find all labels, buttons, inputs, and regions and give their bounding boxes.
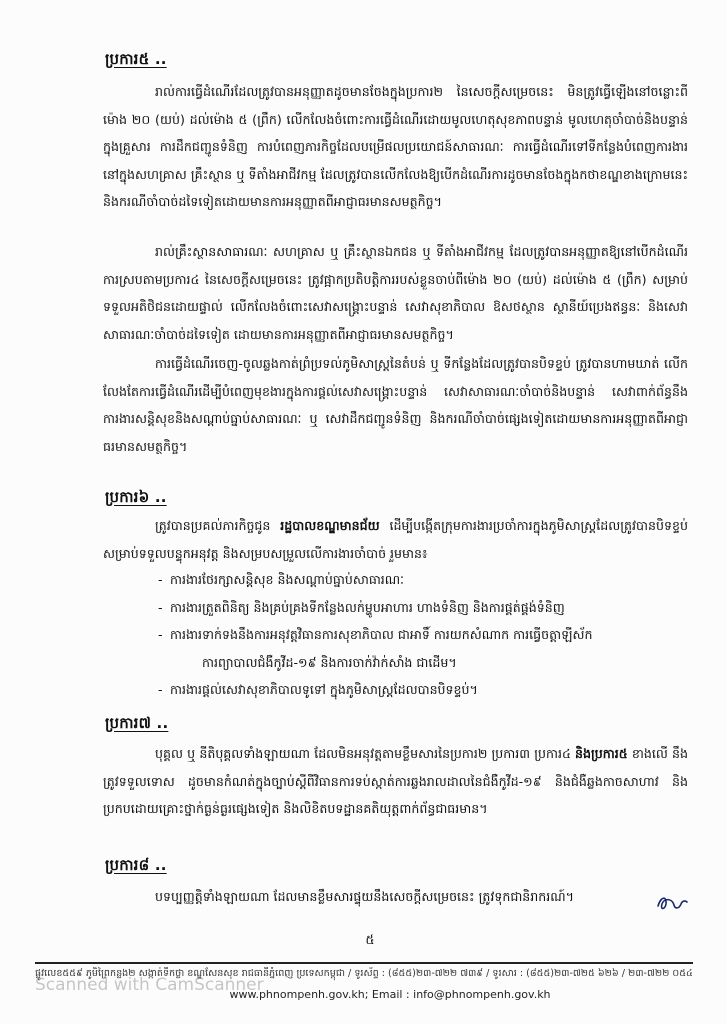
article-6-intro-end: ដើម្បីបង្កើតក្រុមការងារប្រចាំការក្នុងភូមិសាស្ត្រដែលត្រូវបានបិទខ្ទប់ សម្រាប់ទទួលបន្ទុកអនុវត្ត និងសម្របសម្រួលលើការងារចាំបាច់ រួមមាន៖	[103, 518, 688, 561]
article-5-paragraph-3: ការធ្វើដំណើរចេញ-ចូលឆ្លងកាត់ព្រំប្រទល់ភូមិសាស្ត្រនៃតំបន់ ឬ ទីកន្លែងដែលត្រូវបានបិទខ្ទប់ ត្រូវបានហាមឃាត់ លើកលែងតែការធ្វើដំណើរដើម្បីបំពេញមុខងារក្នុងការផ្តល់សេវាសង្គ្រោះបន្ទាន់ សេវាសាធារណៈចាំបាច់និងបន្ទាន់ សេវាពាក់ព័ន្ធនឹងការងារសន្តិសុខនិងសណ្តាប់ធ្នាប់សាធារណៈ ឬ សេវាដឹកជញ្ជូនទំនិញ និងករណីចាំបាច់ផ្សេងទៀតដោយមានការអនុញ្ញាតពីអាជ្ញាធរមានសមត្ថកិច្ច។	[103, 356, 688, 454]
article-6-task-list	[158, 566, 688, 704]
page-number: ៥	[365, 933, 375, 948]
list-item: - ការងារទាក់ទងនឹងការអនុវត្តវិធានការសុខាភិបាល ជាអាទិ៍ ការយកសំណាក ការធ្វើចត្តាឡីស័ក ការព្យាបាលជំងឺកូវីដ-១៩ និងការចាក់វ៉ាក់សាំង ជាដើម។	[158, 621, 688, 676]
article-7-heading: ប្រការ៧ ..	[105, 714, 169, 732]
article-7-bold-ref: និងប្រការ៥	[575, 746, 628, 761]
article-7-paragraph: បុគ្គល ឬ នីតិបុគ្គលទាំងឡាយណា ដែលមិនអនុវត្តតាមខ្លឹមសារនៃប្រការ២ ប្រការ៣ ប្រការ៤ និងប្រការ៥ ខាងលើ នឹងត្រូវទទួលទោស ដូចមានកំណត់ក្នុងច្បាប់ស្តីពីវិធានការទប់ស្កាត់ការឆ្លងរាលដាលនៃជំងឺកូវីដ-១៩ និងជំងឺឆ្លងកាចសាហាវ និងប្រកបដោយគ្រោះថ្នាក់ធ្ងន់ធ្ងរផ្សេងទៀត និងលិខិតបទដ្ឋានគតិយុត្តពាក់ព័ន្ធជាធរមាន។	[103, 746, 688, 816]
district-name: រដ្ឋបាលខណ្ឌមានជ័យ	[280, 518, 380, 533]
footer-contact: www.phnompenh.gov.kh; Email : info@phnompenh.gov.kh	[229, 988, 551, 1001]
footer-divider	[35, 962, 693, 964]
article-6-intro-start: ត្រូវបានប្រគល់ភារកិច្ចជូន	[155, 518, 281, 533]
article-6-intro	[103, 512, 688, 567]
article-8-paragraph: បទប្បញ្ញត្តិទាំងឡាយណា ដែលមានខ្លឹមសារផ្ទុយនឹងសេចក្តីសម្រេចនេះ ត្រូវទុកជានិរាករណ៍។	[155, 889, 574, 904]
list-item: - ការងារផ្តល់សេវាសុខាភិបាលទូទៅ ក្នុងភូមិសាស្ត្រដែលបានបិទខ្ទប់។	[158, 676, 688, 704]
list-item-continuation: ការព្យាបាលជំងឺកូវីដ-១៩ និងការចាក់វ៉ាក់សាំង ជាដើម។	[202, 654, 457, 670]
article-8-heading: ប្រការ៨ ..	[105, 856, 167, 874]
list-item: - ការងារត្រួតពិនិត្យ និងគ្រប់គ្រងទីកន្លែងលក់ម្ហូបអាហារ ហាងទំនិញ និងការផ្គត់ផ្គង់ទំនិញ	[158, 594, 688, 622]
article-5-paragraph-2: រាល់គ្រឹះស្ថានសាធារណៈ សហគ្រាស ឬ គ្រឹះស្ថានឯកជន ឬ ទីតាំងអាជីវកម្ម ដែលត្រូវបានអនុញ្ញាតឱ្យនៅបើកដំណើរការស្របតាមប្រការ៤ នៃសេចក្តីសម្រេចនេះ ត្រូវផ្អាកប្រតិបត្តិការរបស់ខ្លួនចាប់ពីម៉ោង ២០ (យប់) ដល់ម៉ោង ៥ (ព្រឹក) សម្រាប់ទទួលអតិថិជនដោយផ្ទាល់ លើកលែងចំពោះសេវាសង្គ្រោះបន្ទាន់ សេវាសុខាភិបាល ឱសថស្ថាន ស្ថានីយ៍ប្រេងឥន្ធនៈ និងសេវាសាធារណៈចាំបាច់ដទៃទៀត ដោយមានការអនុញ្ញាតពីអាជ្ញាធរមានសមត្ថកិច្ច។	[103, 244, 688, 342]
initial-signature-icon	[655, 892, 689, 914]
list-item: - ការងារថែរក្សាសន្តិសុខ និងសណ្តាប់ធ្នាប់សាធារណៈ	[158, 566, 688, 594]
scanner-watermark: Scanned with CamScanner	[35, 975, 264, 995]
article-5-heading: ប្រការ៥ ..	[105, 50, 167, 68]
footer-address: ផ្លូវលេខ៥៥៩ ភូមិព្រៃកន្លង២ សង្កាត់ទឹកថ្លា ខណ្ឌសែនសុខ រាជធានីភ្នំពេញ ប្រទេសកម្ពុជា / ទូរស័ព្ទ : (៨៥៥)២៣-៧២២ ៧៣៩ / ទូរសារ : (៨៥៥)២៣-៧២៥ ៦២៦ / ២៣-៧២២ ០៥៤	[35, 968, 693, 979]
article-5-paragraph-1: រាល់ការធ្វើដំណើរដែលត្រូវបានអនុញ្ញាតដូចមានចែងក្នុងប្រការ២ នៃសេចក្តីសម្រេចនេះ មិនត្រូវធ្វើឡើងនៅចន្លោះពីម៉ោង ២០ (យប់) ដល់ម៉ោង ៥ (ព្រឹក) លើកលែងចំពោះការធ្វើដំណើរដោយមូលហេតុសុខភាពបន្ទាន់ មូលហេតុចាំបាច់និងបន្ទាន់ក្នុងគ្រួសារ ការដឹកជញ្ជូនទំនិញ ការបំពេញភារកិច្ចដែលបម្រើផលប្រយោជន៍សាធារណៈ ការធ្វើដំណើរទៅទីកន្លែងបំពេញការងារនៅក្នុងសហគ្រាស គ្រឹះស្ថាន ឬ ទីតាំងអាជីវកម្ម ដែលត្រូវបានលើកលែងឱ្យបើកដំណើរការដូចមានចែងក្នុងកថាខណ្ឌខាងក្រោមនេះ និងករណីចាំបាច់ដទៃទៀតដោយមានការអនុញ្ញាតពីអាជ្ញាធរមានសមត្ថកិច្ច។	[103, 84, 688, 209]
article-6-heading: ប្រការ៦ ..	[105, 488, 167, 506]
